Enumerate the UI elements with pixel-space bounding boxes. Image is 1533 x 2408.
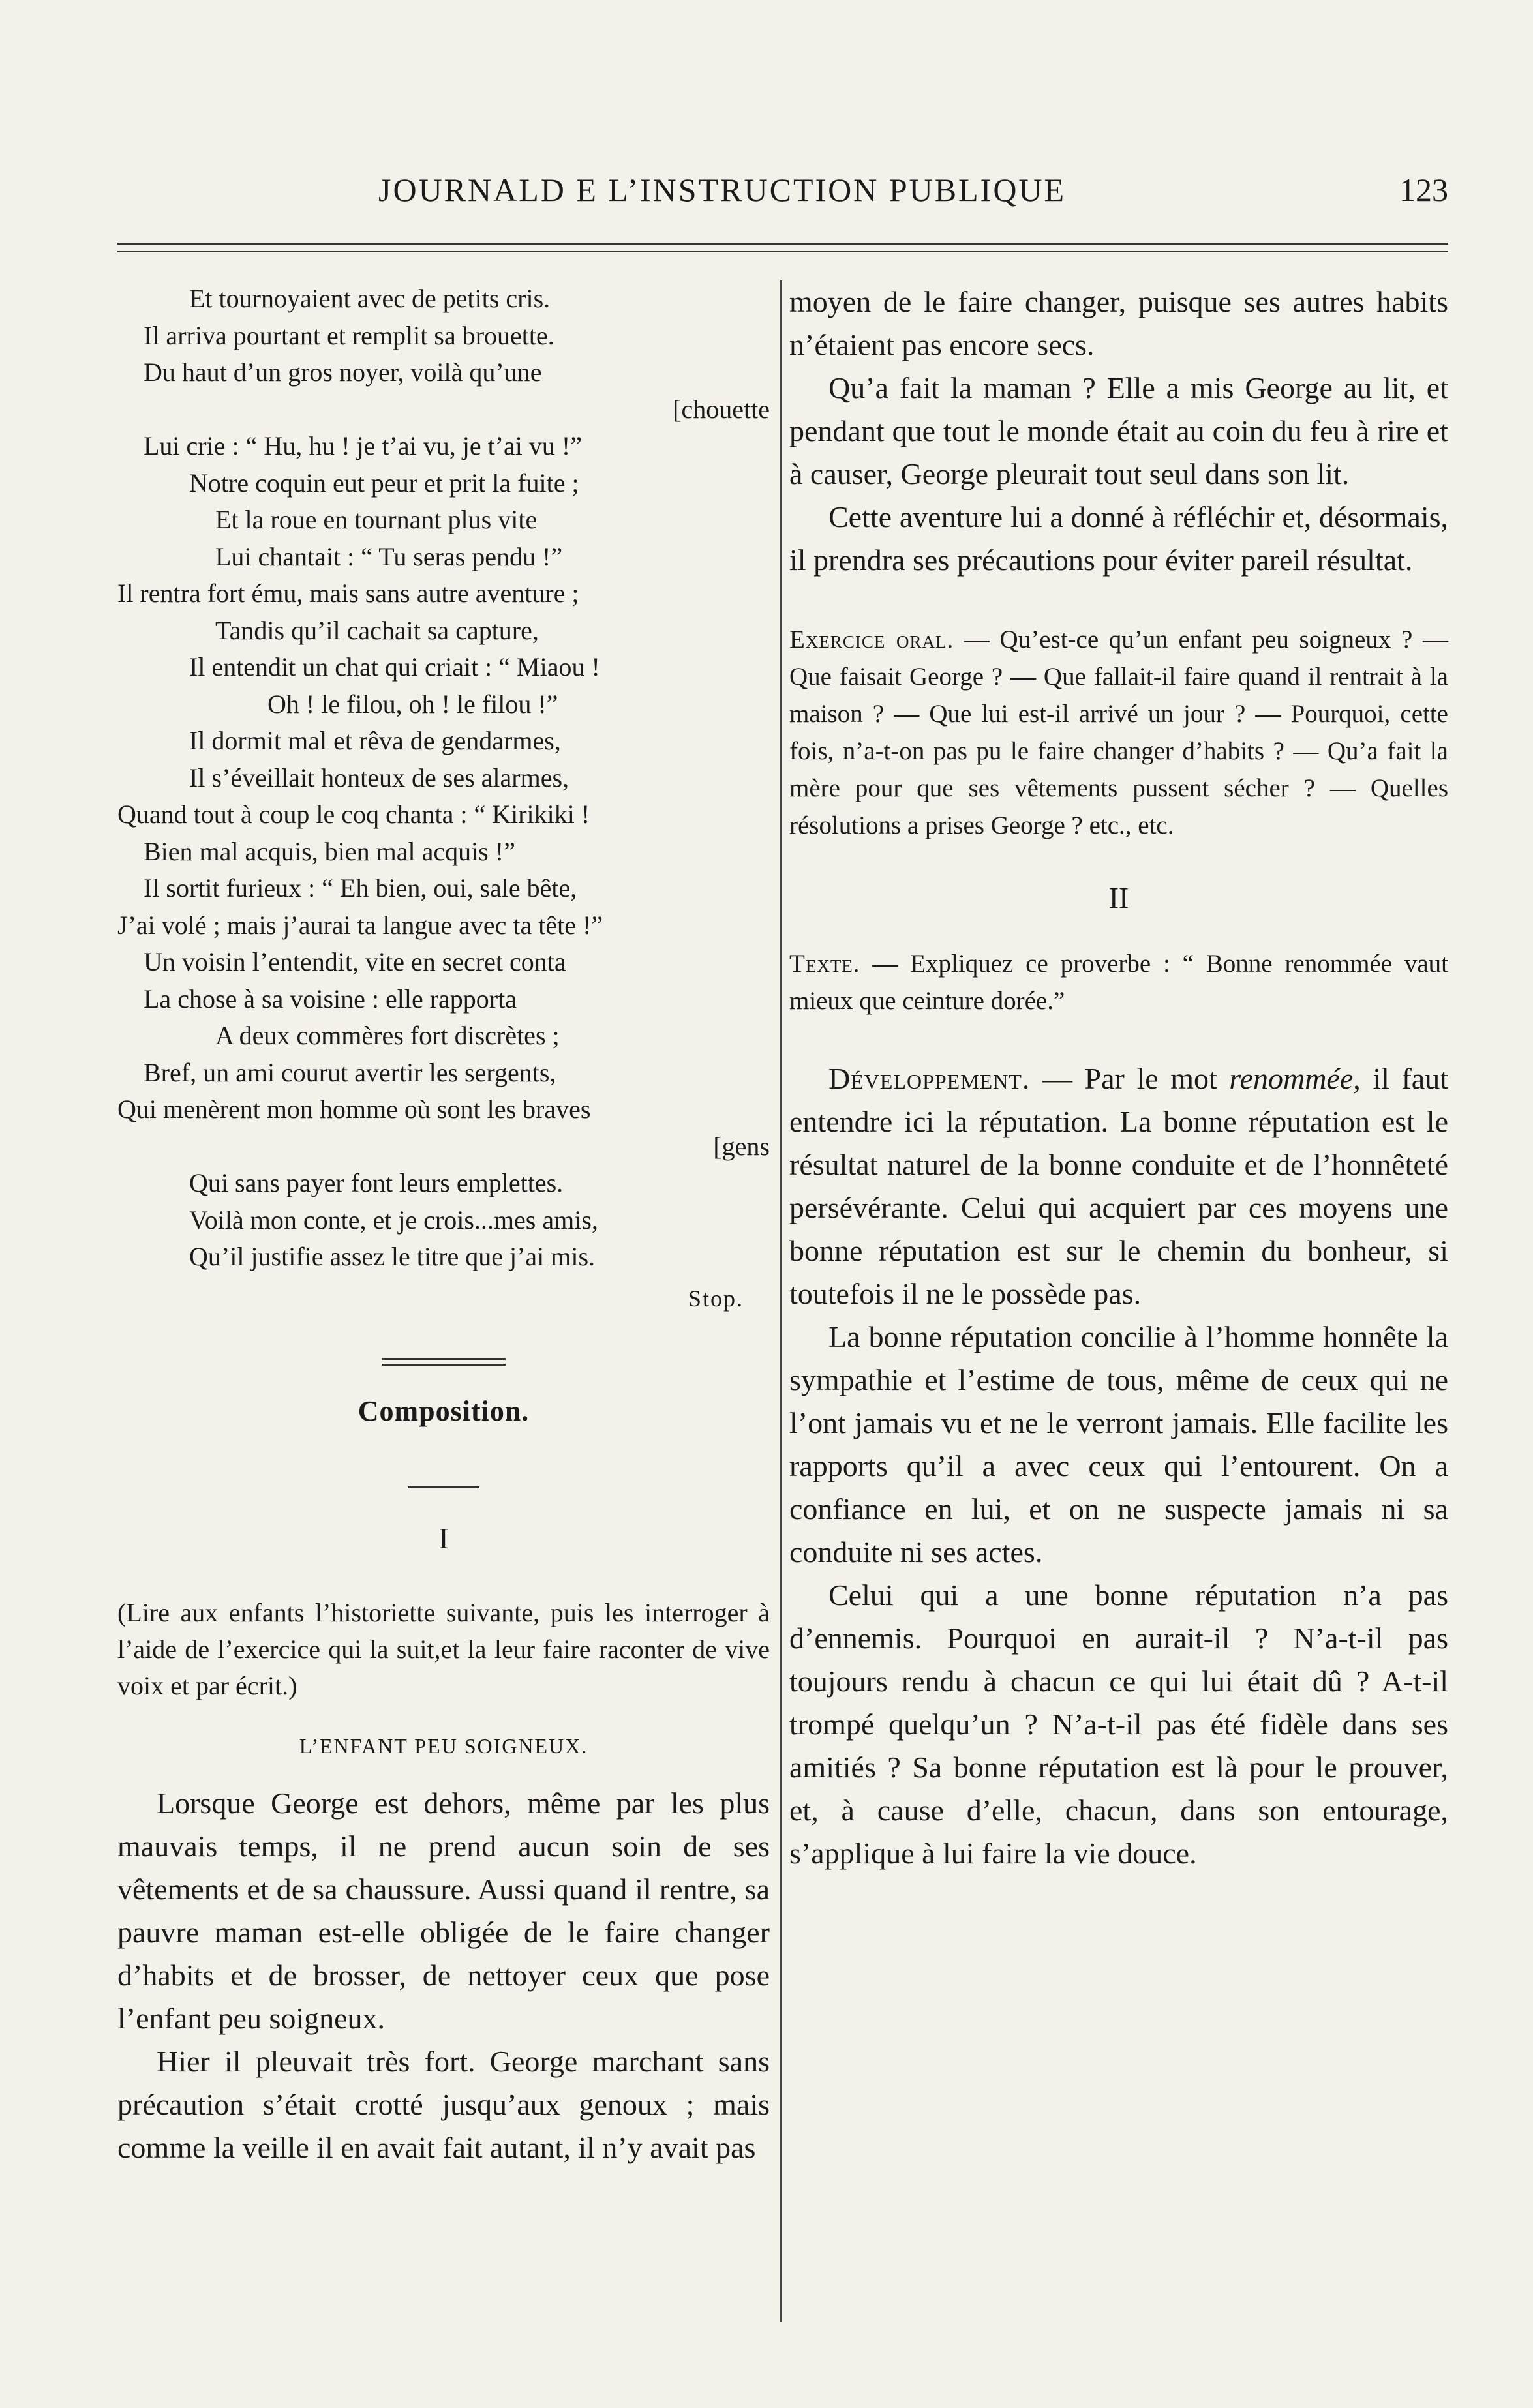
poem-line: Notre coquin eut peur et prit la fuite ; (189, 468, 579, 498)
development-paragraph: La bonne réputation concilie à l’homme honnête la sympathie et l’estime de tous, même de ceux qui ne l’ont jamais vu et ne le verront jamais. Elle facilite les rapports qu’il a avec ceux qui l’entourent. On a confiance en lui, et on ne suspecte jamais ni sa conduite ni ses actes. (789, 1320, 1448, 1569)
poem-line: Il dormit mal et rêva de gendarmes, (189, 726, 561, 755)
page-number: 123 (1399, 172, 1448, 208)
oral-exercise (789, 621, 1448, 844)
poem-line: A deux commères fort discrètes ; (215, 1021, 560, 1050)
poem-line: Voilà mon conte, et je crois...mes amis, (189, 1205, 598, 1235)
poem-line: Il sortit furieux : “ Eh bien, oui, sale bête, (144, 873, 577, 903)
poem-signature: Stop. (688, 1285, 744, 1312)
section-ornament-rule (408, 1486, 479, 1488)
story-continuation: moyen de le faire changer, puisque ses autres habits n’étaient pas encore secs. (789, 285, 1448, 361)
poem-line: La chose à sa voisine : elle rapporta (144, 984, 517, 1014)
poem (117, 280, 770, 1276)
poem-line: Qu’il justifie assez le titre que j’ai mis. (189, 1242, 596, 1271)
texte-label: Texte. (789, 950, 860, 978)
page-header (117, 171, 1448, 217)
poem-line: Et tournoyaient avec de petits cris. (189, 284, 551, 313)
proverb-prompt (789, 945, 1448, 1019)
section-title: Composition. (357, 1394, 530, 1427)
development-intro-b: , il faut entendre ici la réputation. La bonne réputation est le résultat naturel de la bonne conduite et de l’honnêteté persévérante. Celui qui acquiert par ces moyens une bonne réputation est sur le chemin du bonheur, si toutefois il ne le possède pas. (789, 1062, 1449, 1310)
poem-line: Qui menèrent mon homme où sont les braves (117, 1094, 591, 1124)
part-numeral-1: I (438, 1521, 449, 1555)
poem-line: Il arriva pourtant et remplit sa brouette. (144, 320, 554, 350)
poem-line: Qui sans payer font leurs emplettes. (189, 1168, 564, 1197)
poem-line: [gens (713, 1131, 770, 1161)
texte-text: — Expliquez ce proverbe : “ Bonne renommée vaut mieux que ceinture dorée.” (789, 950, 1448, 1015)
column-divider (780, 280, 782, 2322)
poem-line: Lui crie : “ Hu, hu ! je t’ai vu, je t’ai vu !” (144, 431, 582, 460)
part-numeral-2: II (1108, 881, 1129, 914)
poem-line: Bref, un ami courut avertir les sergents, (144, 1057, 556, 1087)
development-text (789, 1057, 1448, 1875)
exercise-questions: — Qu’est-ce qu’un enfant peu soigneux ? — Que faisait George ? — Que fallait-il faire quand il rentrait à la maison ? — Que lui est-il arrivé un jour ? — Pourquoi, cette fois, n’a-t-on pas pu le faire changer d’habits ? — Qu’a fait la mère pour que ses vêtements pussent sécher ? — Quelles résolutions a prises George ? etc., etc. (789, 625, 1448, 839)
development-intro-a: — Par le mot (1030, 1062, 1230, 1095)
poem-line: Il rentra fort ému, mais sans autre aventure ; (117, 579, 579, 608)
development-paragraph: Celui qui a une bonne réputation n’a pas d’ennemis. Pourquoi en aurait-il ? N’a-t-il pas toujours rendu à chacun ce qui lui était dû ? A-t-il trompé quelqu’un ? N’a-t-il pas été fidèle dans ses amitiés ? Sa bonne réputation est là pour le prouver, et, à cause d’elle, chacun, dans son entourage, s’applique à lui faire la vie douce. (789, 1578, 1448, 1870)
poem-line: Il s’éveillait honteux de ses alarmes, (189, 762, 569, 792)
poem-line: Tandis qu’il cachait sa capture, (215, 615, 539, 645)
development-label: Développement. (828, 1062, 1031, 1095)
exercise-label: Exercice oral. (789, 625, 954, 654)
section-ornament-double-rule (382, 1358, 506, 1366)
story-paragraph: Cette aventure lui a donné à réfléchir et, désormais, il prendra ses précautions pour éviter pareil résultat. (789, 500, 1448, 577)
poem-line: Il entendit un chat qui criait : “ Miaou ! (189, 652, 600, 682)
right-column (789, 280, 1448, 1875)
development-paragraph (789, 1057, 1448, 1316)
header-double-rule (117, 243, 1448, 252)
poem-line: Quand tout à coup le coq chanta : “ Kirikiki ! (117, 800, 590, 829)
poem-line: Oh ! le filou, oh ! le filou !” (267, 689, 558, 719)
running-title: JOURNALD E L’INSTRUCTION PUBLIQUE (378, 172, 1067, 208)
poem-line: Et la roue en tournant plus vite (215, 505, 538, 534)
poem-line: Un voisin l’entendit, vite en secret conta (144, 947, 566, 976)
poem-line: Lui chantait : “ Tu seras pendu !” (215, 541, 563, 571)
poem-line: J’ai volé ; mais j’aurai ta langue avec ta tête !” (117, 910, 603, 940)
story-title: L’ENFANT PEU SOIGNEUX. (299, 1734, 588, 1758)
poem-line: Du haut d’un gros noyer, voilà qu’une (144, 357, 542, 387)
development-intro-italic: renommée (1229, 1062, 1354, 1095)
poem-line: Bien mal acquis, bien mal acquis !” (144, 836, 515, 866)
left-column (117, 280, 770, 2169)
poem-line: [chouette (673, 394, 770, 424)
story-paragraph: Lorsque George est dehors, même par les plus mauvais temps, il ne prend aucun soin de ses vêtements et de sa chaussure. Aussi quand il rentre, sa pauvre maman est-elle obligée de le faire changer d’habits et de brosser, de nettoyer ceux que pose l’enfant peu soigneux. (117, 1786, 770, 2035)
story-paragraph: Hier il pleuvait très fort. George marchant sans précaution s’était crotté jusqu’aux genoux ; mais comme la veille il en avait fait autant, il n’y avait pas (117, 2044, 770, 2164)
story-text-right (789, 280, 1448, 582)
reading-instructions: (Lire aux enfants l’historiette suivante, puis les interroger à l’aide de l’exercice qui la suit,et la leur faire raconter de vive voix et par écrit.) (117, 1597, 770, 1700)
story-text-left (117, 1782, 770, 2169)
story-paragraph: Qu’a fait la maman ? Elle a mis George au lit, et pendant que tout le monde était au coin du feu à rire et à causer, George pleurait tout seul dans son lit. (789, 371, 1448, 490)
